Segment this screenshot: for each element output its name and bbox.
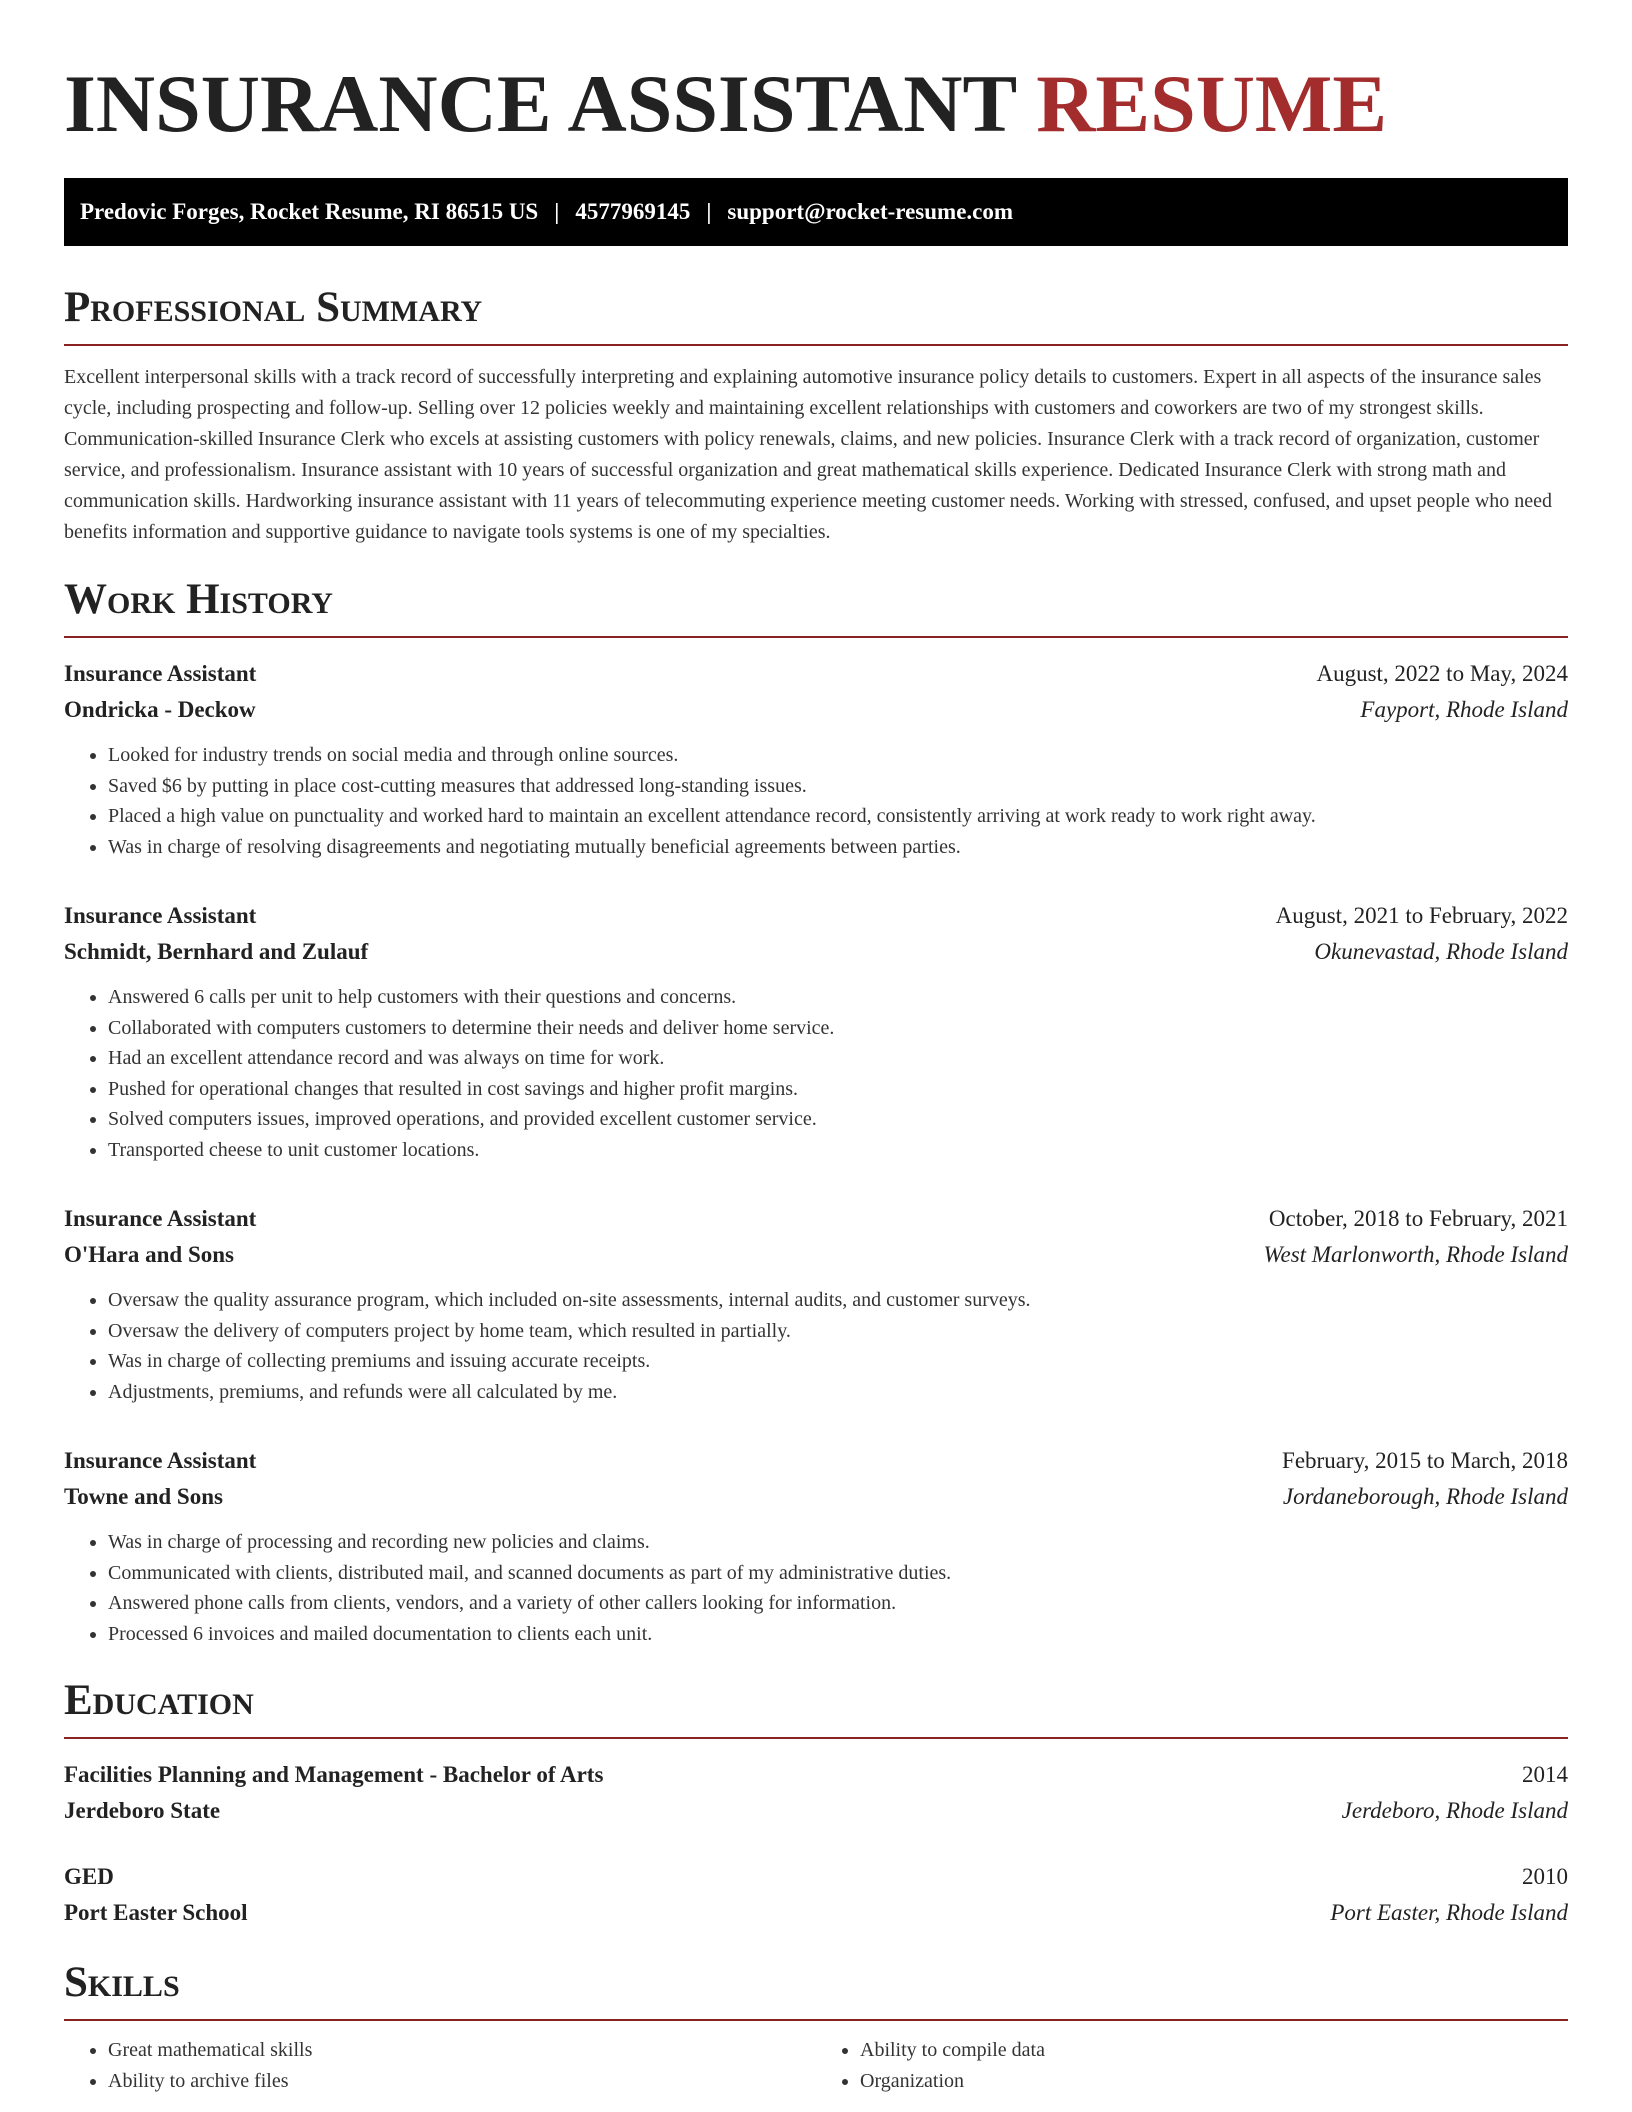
job-company-row	[64, 692, 1568, 728]
job-title: Insurance Assistant	[64, 1206, 257, 1231]
job-bullet: • Adjustments, premiums, and refunds were all calculated by me.	[108, 1377, 1568, 1408]
job-company-row	[64, 1237, 1568, 1273]
job-bullet: • Communicated with clients, distributed mail, and scanned documents as part of my administrative duties.	[108, 1558, 1568, 1589]
education-school-row	[64, 1895, 1568, 1931]
skill-item: • Organization	[860, 2066, 1568, 2097]
education-degree: Facilities Planning and Management - Bachelor of Arts	[64, 1762, 604, 1787]
job-location: West Marlonworth, Rhode Island	[1263, 1242, 1568, 1267]
education-degree-row	[64, 1859, 1568, 1895]
job-company: Towne and Sons	[64, 1484, 223, 1509]
education-degree: GED	[64, 1864, 114, 1889]
title-accent: RESUME	[1036, 58, 1388, 149]
job-location: Jordaneborough, Rhode Island	[1282, 1484, 1568, 1509]
contact-email[interactable]: support@rocket-resume.com	[727, 199, 1014, 224]
job-company-row	[64, 1479, 1568, 1515]
education-degree-row	[64, 1757, 1568, 1793]
job-bullet: • Had an excellent attendance record and was always on time for work.	[108, 1043, 1568, 1074]
job-dates: October, 2018 to February, 2021	[1268, 1206, 1568, 1231]
job-bullets	[64, 1527, 1568, 1649]
job-dates: August, 2021 to February, 2022	[1275, 903, 1568, 928]
job-bullet: • Pushed for operational changes that resulted in cost savings and higher profit margins.	[108, 1074, 1568, 1105]
skill-item: • Ability to archive files	[108, 2066, 816, 2097]
summary-section	[64, 282, 1568, 548]
job-entry	[64, 656, 1568, 862]
job-bullet: • Answered 6 calls per unit to help customers with their questions and concerns.	[108, 982, 1568, 1013]
education-section	[64, 1675, 1568, 1931]
job-dates: August, 2022 to May, 2024	[1316, 661, 1568, 686]
job-bullet: • Placed a high value on punctuality and worked hard to maintain an excellent attendance record, consistently arriving at work ready to work right away.	[108, 801, 1568, 832]
job-bullet: • Was in charge of processing and recording new policies and claims.	[108, 1527, 1568, 1558]
job-company-row	[64, 934, 1568, 970]
skill-item: • Ability to compile data	[860, 2035, 1568, 2066]
skills-columns	[64, 2035, 1568, 2096]
job-title: Insurance Assistant	[64, 903, 257, 928]
job-header-row	[64, 898, 1568, 934]
skills-list-right	[816, 2035, 1568, 2096]
education-location: Jerdeboro, Rhode Island	[1341, 1798, 1568, 1823]
skill-item: • Great mathematical skills	[108, 2035, 816, 2066]
skills-list-left	[64, 2035, 816, 2096]
job-header-row	[64, 1443, 1568, 1479]
job-bullets	[64, 982, 1568, 1165]
job-location: Fayport, Rhode Island	[1360, 697, 1568, 722]
job-bullet: • Looked for industry trends on social media and through online sources.	[108, 740, 1568, 771]
job-company: Schmidt, Bernhard and Zulauf	[64, 939, 369, 964]
education-school-row	[64, 1793, 1568, 1829]
education-school: Jerdeboro State	[64, 1798, 221, 1823]
summary-heading: Professional Summary	[64, 282, 1568, 346]
education-heading: Education	[64, 1675, 1568, 1739]
contact-address: Predovic Forges, Rocket Resume, RI 86515 US	[80, 199, 539, 224]
work-history-section	[64, 574, 1568, 1649]
education-year: 2014	[1522, 1762, 1568, 1787]
job-bullet: • Solved computers issues, improved operations, and provided excellent customer service.	[108, 1104, 1568, 1135]
job-bullet: • Processed 6 invoices and mailed documentation to clients each unit.	[108, 1619, 1568, 1650]
resume-title	[64, 0, 1568, 150]
job-entry	[64, 898, 1568, 1165]
education-year: 2010	[1522, 1864, 1568, 1889]
education-entry	[64, 1757, 1568, 1829]
job-title: Insurance Assistant	[64, 1448, 257, 1473]
job-header-row	[64, 1201, 1568, 1237]
education-school: Port Easter School	[64, 1900, 248, 1925]
title-main: INSURANCE ASSISTANT	[64, 58, 1016, 149]
job-bullet: • Was in charge of collecting premiums and issuing accurate receipts.	[108, 1346, 1568, 1377]
job-entry	[64, 1443, 1568, 1649]
education-location: Port Easter, Rhode Island	[1330, 1900, 1568, 1925]
job-entry	[64, 1201, 1568, 1407]
job-bullet: • Oversaw the delivery of computers project by home team, which resulted in partially.	[108, 1316, 1568, 1347]
job-bullets	[64, 740, 1568, 862]
job-bullet: • Collaborated with computers customers to determine their needs and deliver home service.	[108, 1013, 1568, 1044]
skills-heading: Skills	[64, 1957, 1568, 2021]
job-header-row	[64, 656, 1568, 692]
education-entry	[64, 1859, 1568, 1931]
contact-separator: |	[706, 199, 712, 224]
job-dates: February, 2015 to March, 2018	[1282, 1448, 1568, 1473]
contact-separator: |	[554, 199, 560, 224]
job-bullet: • Was in charge of resolving disagreements and negotiating mutually beneficial agreements between parties.	[108, 832, 1568, 863]
summary-text: Excellent interpersonal skills with a track record of successfully interpreting and explaining automotive insurance policy details to customers. Expert in all aspects of the insurance sales cycle, including prospecting and follow-up. Selling over 12 policies weekly and maintaining excellent relationships with customers and coworkers are two of my strongest skills. Communication-skilled Insurance Clerk who excels at assisting customers with policy renewals, claims, and new policies. Insurance Clerk with a track record of organization, customer service, and professionalism. Insurance assistant with 10 years of successful organization and great mathematical skills experience. Dedicated Insurance Clerk with strong math and communication skills. Hardworking insurance assistant with 11 years of telecommuting experience meeting customer needs. Working with stressed, confused, and upset people who need benefits information and supportive guidance to navigate tools systems is one of my specialties.	[64, 366, 1553, 543]
contact-bar	[64, 178, 1568, 246]
skills-section	[64, 1957, 1568, 2096]
job-title: Insurance Assistant	[64, 661, 257, 686]
job-bullet: • Oversaw the quality assurance program, which included on-site assessments, internal audits, and customer surveys.	[108, 1285, 1568, 1316]
job-bullet: • Saved $6 by putting in place cost-cutting measures that addressed long-standing issues.	[108, 771, 1568, 802]
work-history-heading: Work History	[64, 574, 1568, 638]
job-bullet: • Answered phone calls from clients, vendors, and a variety of other callers looking for information.	[108, 1588, 1568, 1619]
job-bullet: • Transported cheese to unit customer locations.	[108, 1135, 1568, 1166]
job-company: O'Hara and Sons	[64, 1242, 234, 1267]
job-company: Ondricka - Deckow	[64, 697, 256, 722]
job-location: Okunevastad, Rhode Island	[1314, 939, 1568, 964]
contact-phone: 4577969145	[575, 199, 691, 224]
job-bullets	[64, 1285, 1568, 1407]
